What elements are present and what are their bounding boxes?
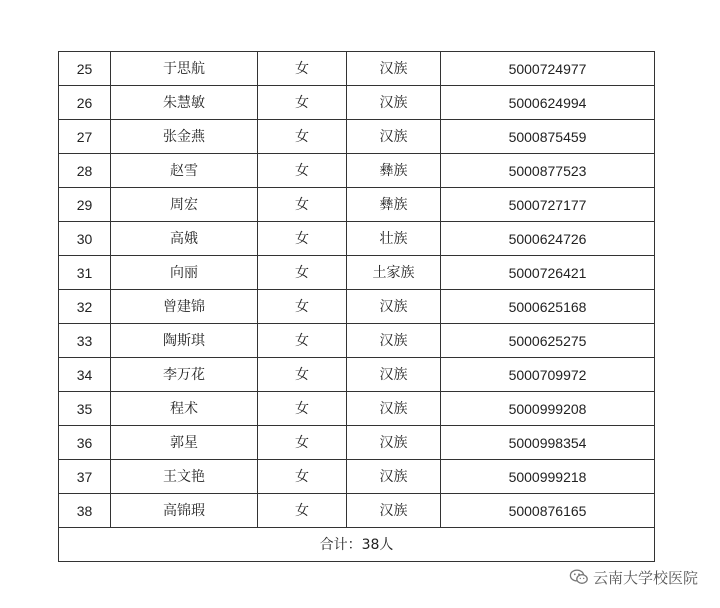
gender-cell: 女 xyxy=(258,426,347,460)
ethnicity-cell: 汉族 xyxy=(347,324,441,358)
id-number-cell: 5000877523 xyxy=(441,154,655,188)
id-number-cell: 5000998354 xyxy=(441,426,655,460)
ethnicity-cell: 汉族 xyxy=(347,426,441,460)
gender-cell: 女 xyxy=(258,188,347,222)
row-number-cell: 34 xyxy=(59,358,111,392)
row-number-cell: 26 xyxy=(59,86,111,120)
total-row xyxy=(59,528,655,562)
id-number-cell: 5000999208 xyxy=(441,392,655,426)
roster-body xyxy=(59,52,655,562)
gender-cell: 女 xyxy=(258,392,347,426)
row-number-cell: 31 xyxy=(59,256,111,290)
wechat-icon xyxy=(569,568,589,586)
ethnicity-cell: 汉族 xyxy=(347,86,441,120)
ethnicity-cell: 汉族 xyxy=(347,358,441,392)
table-row xyxy=(59,256,655,290)
row-number-cell: 30 xyxy=(59,222,111,256)
table-row xyxy=(59,154,655,188)
gender-cell: 女 xyxy=(258,120,347,154)
name-cell: 朱慧敏 xyxy=(111,86,258,120)
ethnicity-cell: 彝族 xyxy=(347,188,441,222)
gender-cell: 女 xyxy=(258,290,347,324)
name-cell: 张金燕 xyxy=(111,120,258,154)
watermark-text: 云南大学校医院 xyxy=(592,568,698,587)
ethnicity-cell: 壮族 xyxy=(347,222,441,256)
ethnicity-cell: 汉族 xyxy=(347,494,441,528)
row-number-cell: 27 xyxy=(59,120,111,154)
table-row xyxy=(59,460,655,494)
gender-cell: 女 xyxy=(258,222,347,256)
name-cell: 于思航 xyxy=(111,52,258,86)
name-cell: 高娥 xyxy=(111,222,258,256)
table-row xyxy=(59,426,655,460)
table-row xyxy=(59,120,655,154)
id-number-cell: 5000709972 xyxy=(441,358,655,392)
ethnicity-cell: 汉族 xyxy=(347,52,441,86)
name-cell: 李万花 xyxy=(111,358,258,392)
id-number-cell: 5000624994 xyxy=(441,86,655,120)
id-number-cell: 5000625168 xyxy=(441,290,655,324)
gender-cell: 女 xyxy=(258,86,347,120)
id-number-cell: 5000625275 xyxy=(441,324,655,358)
gender-cell: 女 xyxy=(258,460,347,494)
ethnicity-cell: 汉族 xyxy=(347,120,441,154)
ethnicity-cell: 汉族 xyxy=(347,392,441,426)
name-cell: 程术 xyxy=(111,392,258,426)
roster-table xyxy=(58,51,655,562)
name-cell: 王文艳 xyxy=(111,460,258,494)
table-row xyxy=(59,52,655,86)
table-row xyxy=(59,392,655,426)
table-row xyxy=(59,290,655,324)
row-number-cell: 28 xyxy=(59,154,111,188)
ethnicity-cell: 土家族 xyxy=(347,256,441,290)
table-row xyxy=(59,222,655,256)
row-number-cell: 38 xyxy=(59,494,111,528)
id-number-cell: 5000726421 xyxy=(441,256,655,290)
table-row xyxy=(59,188,655,222)
row-number-cell: 35 xyxy=(59,392,111,426)
row-number-cell: 29 xyxy=(59,188,111,222)
name-cell: 曾建锦 xyxy=(111,290,258,324)
row-number-cell: 33 xyxy=(59,324,111,358)
row-number-cell: 25 xyxy=(59,52,111,86)
id-number-cell: 5000724977 xyxy=(441,52,655,86)
row-number-cell: 37 xyxy=(59,460,111,494)
table-row xyxy=(59,324,655,358)
gender-cell: 女 xyxy=(258,324,347,358)
gender-cell: 女 xyxy=(258,154,347,188)
id-number-cell: 5000876165 xyxy=(441,494,655,528)
name-cell: 赵雪 xyxy=(111,154,258,188)
gender-cell: 女 xyxy=(258,494,347,528)
gender-cell: 女 xyxy=(258,256,347,290)
id-number-cell: 5000875459 xyxy=(441,120,655,154)
row-number-cell: 36 xyxy=(59,426,111,460)
name-cell: 向丽 xyxy=(111,256,258,290)
name-cell: 陶斯琪 xyxy=(111,324,258,358)
name-cell: 郭星 xyxy=(111,426,258,460)
ethnicity-cell: 彝族 xyxy=(347,154,441,188)
table-row xyxy=(59,86,655,120)
table-row xyxy=(59,358,655,392)
watermark xyxy=(569,566,698,588)
total-cell: 合计：38人 xyxy=(59,528,655,562)
row-number-cell: 32 xyxy=(59,290,111,324)
table-row xyxy=(59,494,655,528)
name-cell: 周宏 xyxy=(111,188,258,222)
gender-cell: 女 xyxy=(258,358,347,392)
ethnicity-cell: 汉族 xyxy=(347,460,441,494)
id-number-cell: 5000624726 xyxy=(441,222,655,256)
gender-cell: 女 xyxy=(258,52,347,86)
name-cell: 高锦瑕 xyxy=(111,494,258,528)
id-number-cell: 5000999218 xyxy=(441,460,655,494)
id-number-cell: 5000727177 xyxy=(441,188,655,222)
ethnicity-cell: 汉族 xyxy=(347,290,441,324)
